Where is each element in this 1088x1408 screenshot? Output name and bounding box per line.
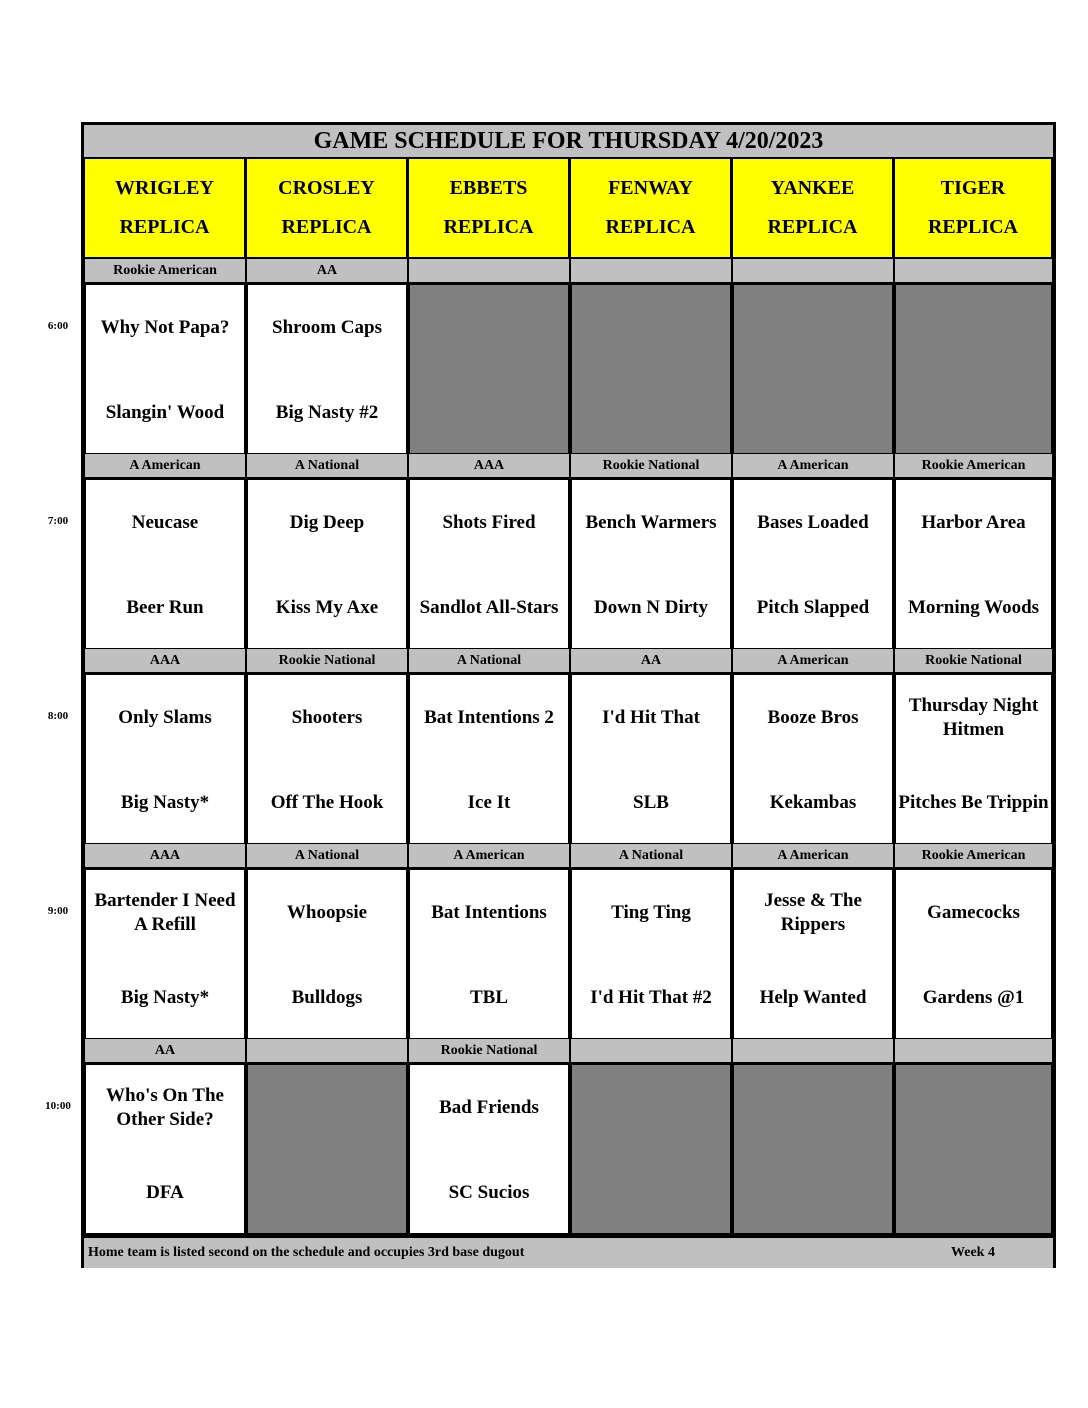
league-label: AA: [246, 259, 408, 283]
field-header: [246, 159, 408, 257]
empty-slot: [246, 1063, 408, 1235]
field-header: [408, 159, 570, 257]
home-team: Kiss My Axe: [275, 597, 379, 618]
league-label: Rookie National: [570, 454, 732, 478]
home-team: Big Nasty*: [120, 987, 210, 1008]
away-team: Gamecocks: [927, 902, 1020, 923]
schedule-table: [81, 122, 1056, 1268]
league-label: [894, 259, 1053, 283]
game-cell: [246, 673, 408, 845]
game-cell: [84, 283, 246, 455]
league-label: Rookie American: [84, 259, 246, 283]
home-team: Bulldogs: [291, 987, 363, 1008]
away-team: Bartender I Need A Refill: [94, 890, 236, 935]
home-team: Kekambas: [769, 792, 857, 813]
field-name: YANKEE: [770, 177, 855, 199]
league-label: AA: [84, 1039, 246, 1063]
away-team: Jesse & The Rippers: [764, 890, 862, 935]
field-header: [894, 159, 1053, 257]
league-label: A National: [246, 844, 408, 868]
time-label: 10:00: [45, 1100, 71, 1112]
home-team: Pitches Be Trippin: [898, 792, 1049, 813]
away-team: Who's On The Other Side?: [106, 1085, 224, 1130]
home-team: SC Sucios: [448, 1182, 530, 1203]
league-label: [732, 259, 894, 283]
league-label: A National: [246, 454, 408, 478]
time-label: 9:00: [47, 905, 69, 917]
footer-bar: [84, 1236, 1053, 1268]
field-name: WRIGLEY: [115, 177, 214, 199]
home-team: DFA: [146, 1182, 184, 1203]
empty-slot: [732, 283, 894, 455]
league-label: Rookie National: [894, 649, 1053, 673]
home-team: Help Wanted: [759, 987, 867, 1008]
game-cell: [732, 673, 894, 845]
field-subtitle: REPLICA: [119, 216, 210, 238]
league-label: A National: [570, 844, 732, 868]
empty-slot: [894, 1063, 1053, 1235]
field-subtitle: REPLICA: [767, 216, 858, 238]
field-header: [570, 159, 732, 257]
away-team: Neucase: [131, 512, 199, 533]
game-cell: [732, 478, 894, 650]
home-team: Beer Run: [126, 597, 204, 618]
field-header: [732, 159, 894, 257]
league-label: A American: [84, 454, 246, 478]
away-team: Shroom Caps: [272, 317, 382, 338]
home-team: Big Nasty #2: [275, 402, 379, 423]
away-team: Dig Deep: [289, 512, 365, 533]
away-team: Why Not Papa?: [100, 317, 230, 338]
field-subtitle: REPLICA: [281, 216, 372, 238]
home-team: SLB: [633, 792, 669, 813]
home-team: TBL: [469, 987, 509, 1008]
game-cell: [894, 673, 1053, 845]
field-name: FENWAY: [608, 177, 693, 199]
page-title: GAME SCHEDULE FOR THURSDAY 4/20/2023: [84, 125, 1053, 159]
league-label: Rookie National: [408, 1039, 570, 1063]
field-name: EBBETS: [449, 177, 528, 199]
away-team: Harbor Area: [921, 512, 1026, 533]
home-team: Big Nasty*: [120, 792, 210, 813]
away-team: Only Slams: [118, 707, 212, 728]
away-team: Bat Intentions 2: [424, 707, 554, 728]
empty-slot: [894, 283, 1053, 455]
game-cell: [408, 868, 570, 1040]
game-cell: [84, 478, 246, 650]
league-label: A American: [732, 649, 894, 673]
league-label: AA: [570, 649, 732, 673]
away-team: Bat Intentions: [431, 902, 547, 923]
away-team: Bench Warmers: [585, 512, 717, 533]
league-label: Rookie National: [246, 649, 408, 673]
league-label: [246, 1039, 408, 1063]
home-team: I'd Hit That #2: [590, 987, 712, 1008]
home-team: Off The Hook: [270, 792, 384, 813]
field-subtitle: REPLICA: [605, 216, 696, 238]
empty-slot: [408, 283, 570, 455]
game-cell: [246, 478, 408, 650]
game-cell: [408, 673, 570, 845]
league-label: [732, 1039, 894, 1063]
game-cell: [732, 868, 894, 1040]
league-label: A American: [732, 454, 894, 478]
league-label: A American: [732, 844, 894, 868]
league-label: A American: [408, 844, 570, 868]
league-label: Rookie American: [894, 844, 1053, 868]
league-label: [408, 259, 570, 283]
game-cell: [246, 283, 408, 455]
home-team: Sandlot All-Stars: [419, 597, 559, 618]
home-team: Ice It: [467, 792, 511, 813]
game-cell: [408, 1063, 570, 1235]
league-label: AAA: [84, 649, 246, 673]
time-label: 7:00: [47, 515, 69, 527]
home-team: Slangin' Wood: [105, 402, 225, 423]
home-team: Pitch Slapped: [756, 597, 870, 618]
away-team: Ting Ting: [611, 902, 691, 923]
field-name: TIGER: [940, 177, 1006, 199]
away-team: Bases Loaded: [757, 512, 869, 533]
game-cell: [894, 868, 1053, 1040]
field-subtitle: REPLICA: [927, 216, 1018, 238]
field-header: [84, 159, 246, 257]
away-team: Shots Fired: [442, 512, 536, 533]
game-cell: [84, 673, 246, 845]
game-cell: [408, 478, 570, 650]
league-label: AAA: [84, 844, 246, 868]
game-cell: [894, 478, 1053, 650]
game-cell: [570, 673, 732, 845]
game-cell: [84, 868, 246, 1040]
home-team: Down N Dirty: [594, 597, 708, 618]
league-label: [894, 1039, 1053, 1063]
field-name: CROSLEY: [278, 177, 375, 199]
away-team: Shooters: [291, 707, 363, 728]
home-team: Gardens @1: [922, 987, 1025, 1008]
game-cell: [246, 868, 408, 1040]
away-team: Whoopsie: [286, 902, 368, 923]
league-label: [570, 1039, 732, 1063]
week-label: Week 4: [951, 1245, 995, 1260]
empty-slot: [570, 1063, 732, 1235]
away-team: Thursday Night Hitmen: [908, 695, 1039, 740]
footer-note: Home team is listed second on the schedule and occupies 3rd base dugout: [88, 1245, 525, 1260]
away-team: Bad Friends: [439, 1097, 539, 1118]
time-label: 6:00: [47, 320, 69, 332]
league-label: Rookie American: [894, 454, 1053, 478]
empty-slot: [732, 1063, 894, 1235]
time-label: 8:00: [47, 710, 69, 722]
league-label: [570, 259, 732, 283]
league-label: AAA: [408, 454, 570, 478]
home-team: Morning Woods: [907, 597, 1040, 618]
field-subtitle: REPLICA: [443, 216, 534, 238]
empty-slot: [570, 283, 732, 455]
game-cell: [84, 1063, 246, 1235]
game-cell: [570, 478, 732, 650]
game-cell: [570, 868, 732, 1040]
away-team: Booze Bros: [767, 707, 859, 728]
league-label: A National: [408, 649, 570, 673]
away-team: I'd Hit That: [602, 707, 700, 728]
